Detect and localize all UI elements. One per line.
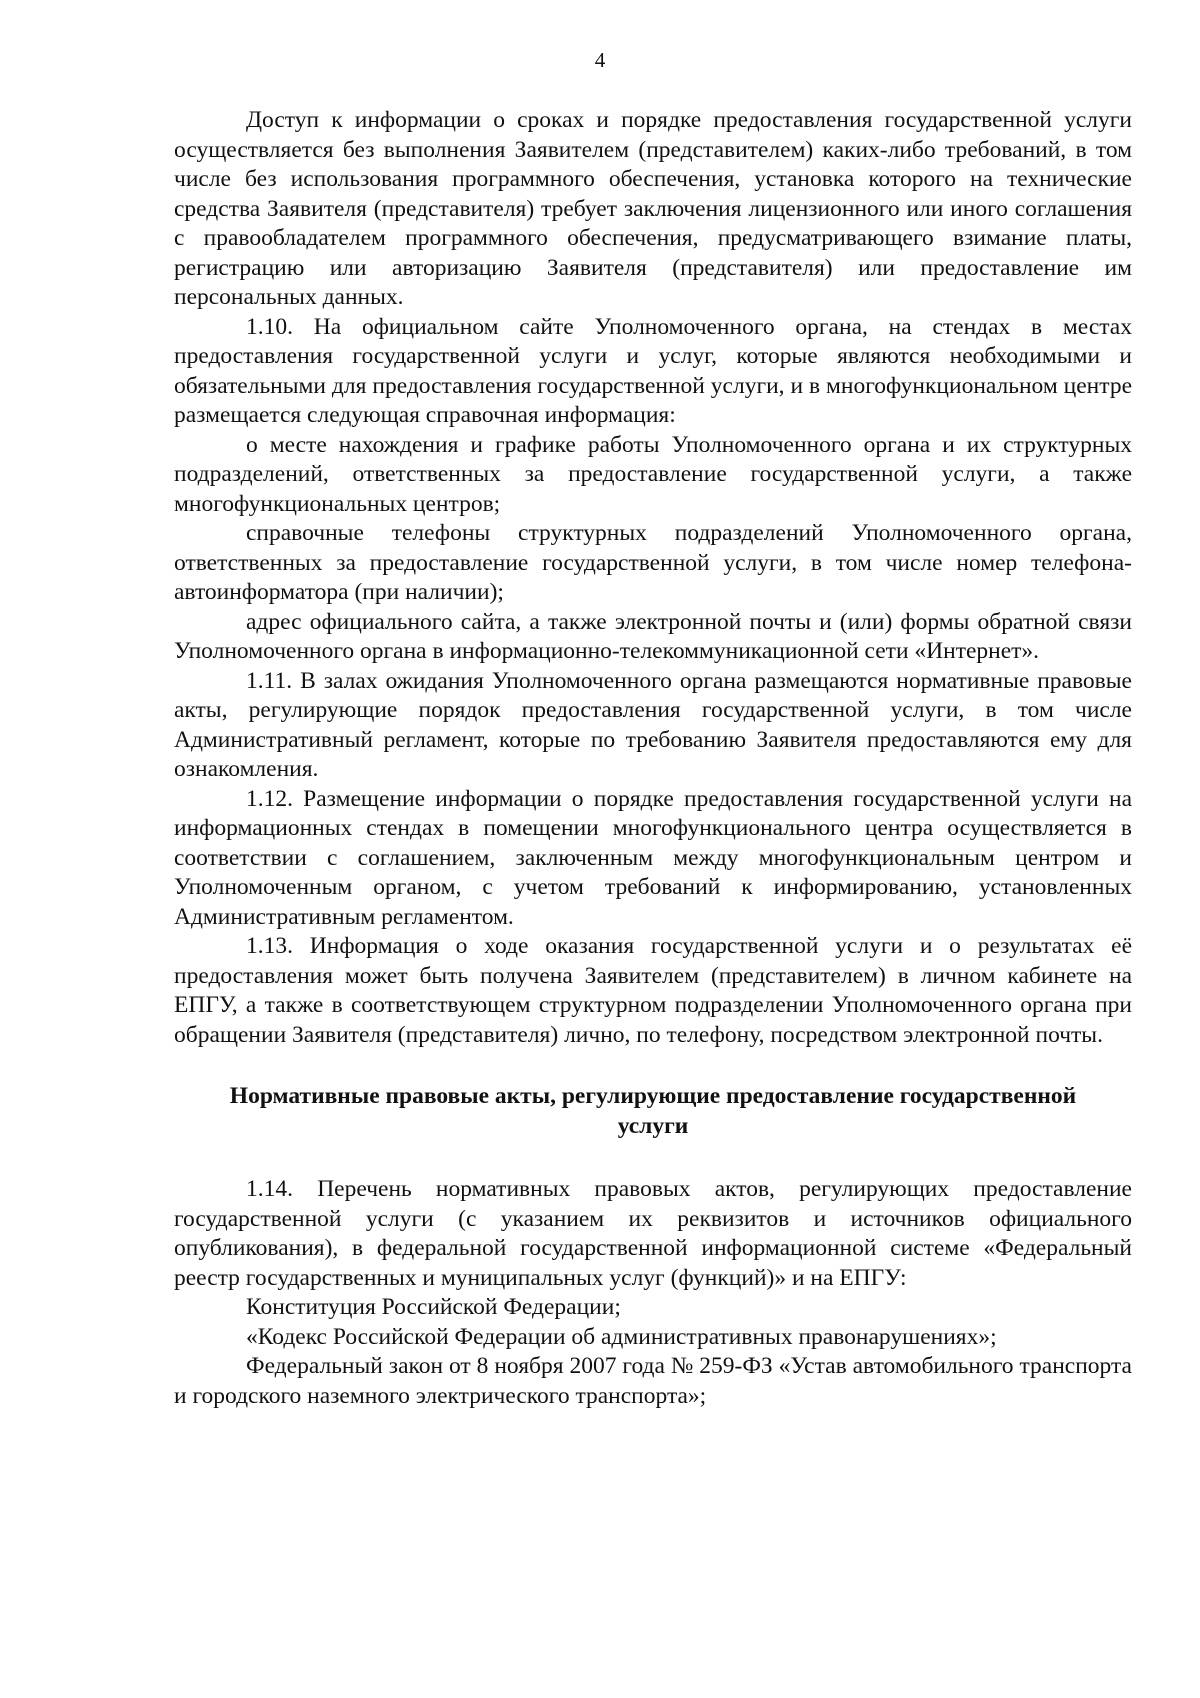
list-item-admin-code: «Кодекс Российской Федерации об административных правонарушениях»; [246,1323,997,1350]
paragraph-1-10: 1.10. На официальном сайте Уполномоченного органа, на стендах в местах предоставления государственной услуги и услуг, которые являются необходимыми и обязательными для предоставления государственной услуги, и в многофункциональном центре размещается следующая справочная информация: [174,313,1132,428]
paragraph-access-info: Доступ к информации о сроках и порядке предоставления государственной услуги осуществляется без выполнения Заявителем (представителем) каких-либо требований, в том числе без использования программного обеспечения, установка которого на технические средства Заявителя (представителя) требует заключения лицензионного или иного соглашения с правообладателем программного обеспечения, предусматривающего взимание платы, регистрацию или авторизацию Заявителя (представителя) или предоставление им персональных данных. [174,107,1132,310]
paragraph-1-13: 1.13. Информация о ходе оказания государственной услуги и о результатах её предоставления может быть получена Заявителем (представителем) в личном кабинете на ЕПГУ, а также в соответствующем структурном подразделении Уполномоченного органа при обращении Заявителя (представителя) лично, по телефону, посредством электронной почты. [174,933,1132,1048]
document-body [174,106,1132,1411]
paragraph-1-14: 1.14. Перечень нормативных правовых актов, регулирующих предоставление государственной услуги (с указанием их реквизитов и источников официального опубликования), в федеральной государственной информационной системе «Федеральный реестр государственных и муниципальных услуг (функций)» и на ЕПГУ: [174,1176,1132,1291]
paragraph-phones: справочные телефоны структурных подразделений Уполномоченного органа, ответственных за предоставление государственной услуги, в том числе номер телефона-автоинформатора (при наличии); [174,520,1132,605]
paragraph-1-12: 1.12. Размещение информации о порядке предоставления государственной услуги на информационных стендах в помещении многофункционального центра осуществляется в соответствии с соглашением, заключенным между многофункциональным центром и Уполномоченным органом, с учетом требований к информированию, установленных Административным регламентом. [174,785,1132,930]
paragraph-website-address: адрес официального сайта, а также электронной почты и (или) формы обратной связи Уполномоченного органа в информационно-телекоммуникационной сети «Интернет». [174,608,1132,664]
list-item-constitution: Конституция Российской Федерации; [246,1294,621,1320]
paragraph-location-schedule: о месте нахождения и графике работы Уполномоченного органа и их структурных подразделений, ответственных за предоставление государственной услуги, а также многофункциональных центров; [174,431,1132,517]
page-number: 4 [594,48,606,72]
paragraph-1-11: 1.11. В залах ожидания Уполномоченного органа размещаются нормативные правовые акты, регулирующие порядок предоставления государственной услуги, в том числе Административный регламент, которые по требованию Заявителя предоставляются ему для ознакомления. [174,667,1132,782]
section-heading: Нормативные правовые акты, регулирующие предоставление государственной услуги [229,1083,1077,1139]
list-item-federal-law-259: Федеральный закон от 8 ноября 2007 года № 259-ФЗ «Устав автомобильного транспорта и городского наземного электрического транспорта»; [174,1353,1132,1409]
